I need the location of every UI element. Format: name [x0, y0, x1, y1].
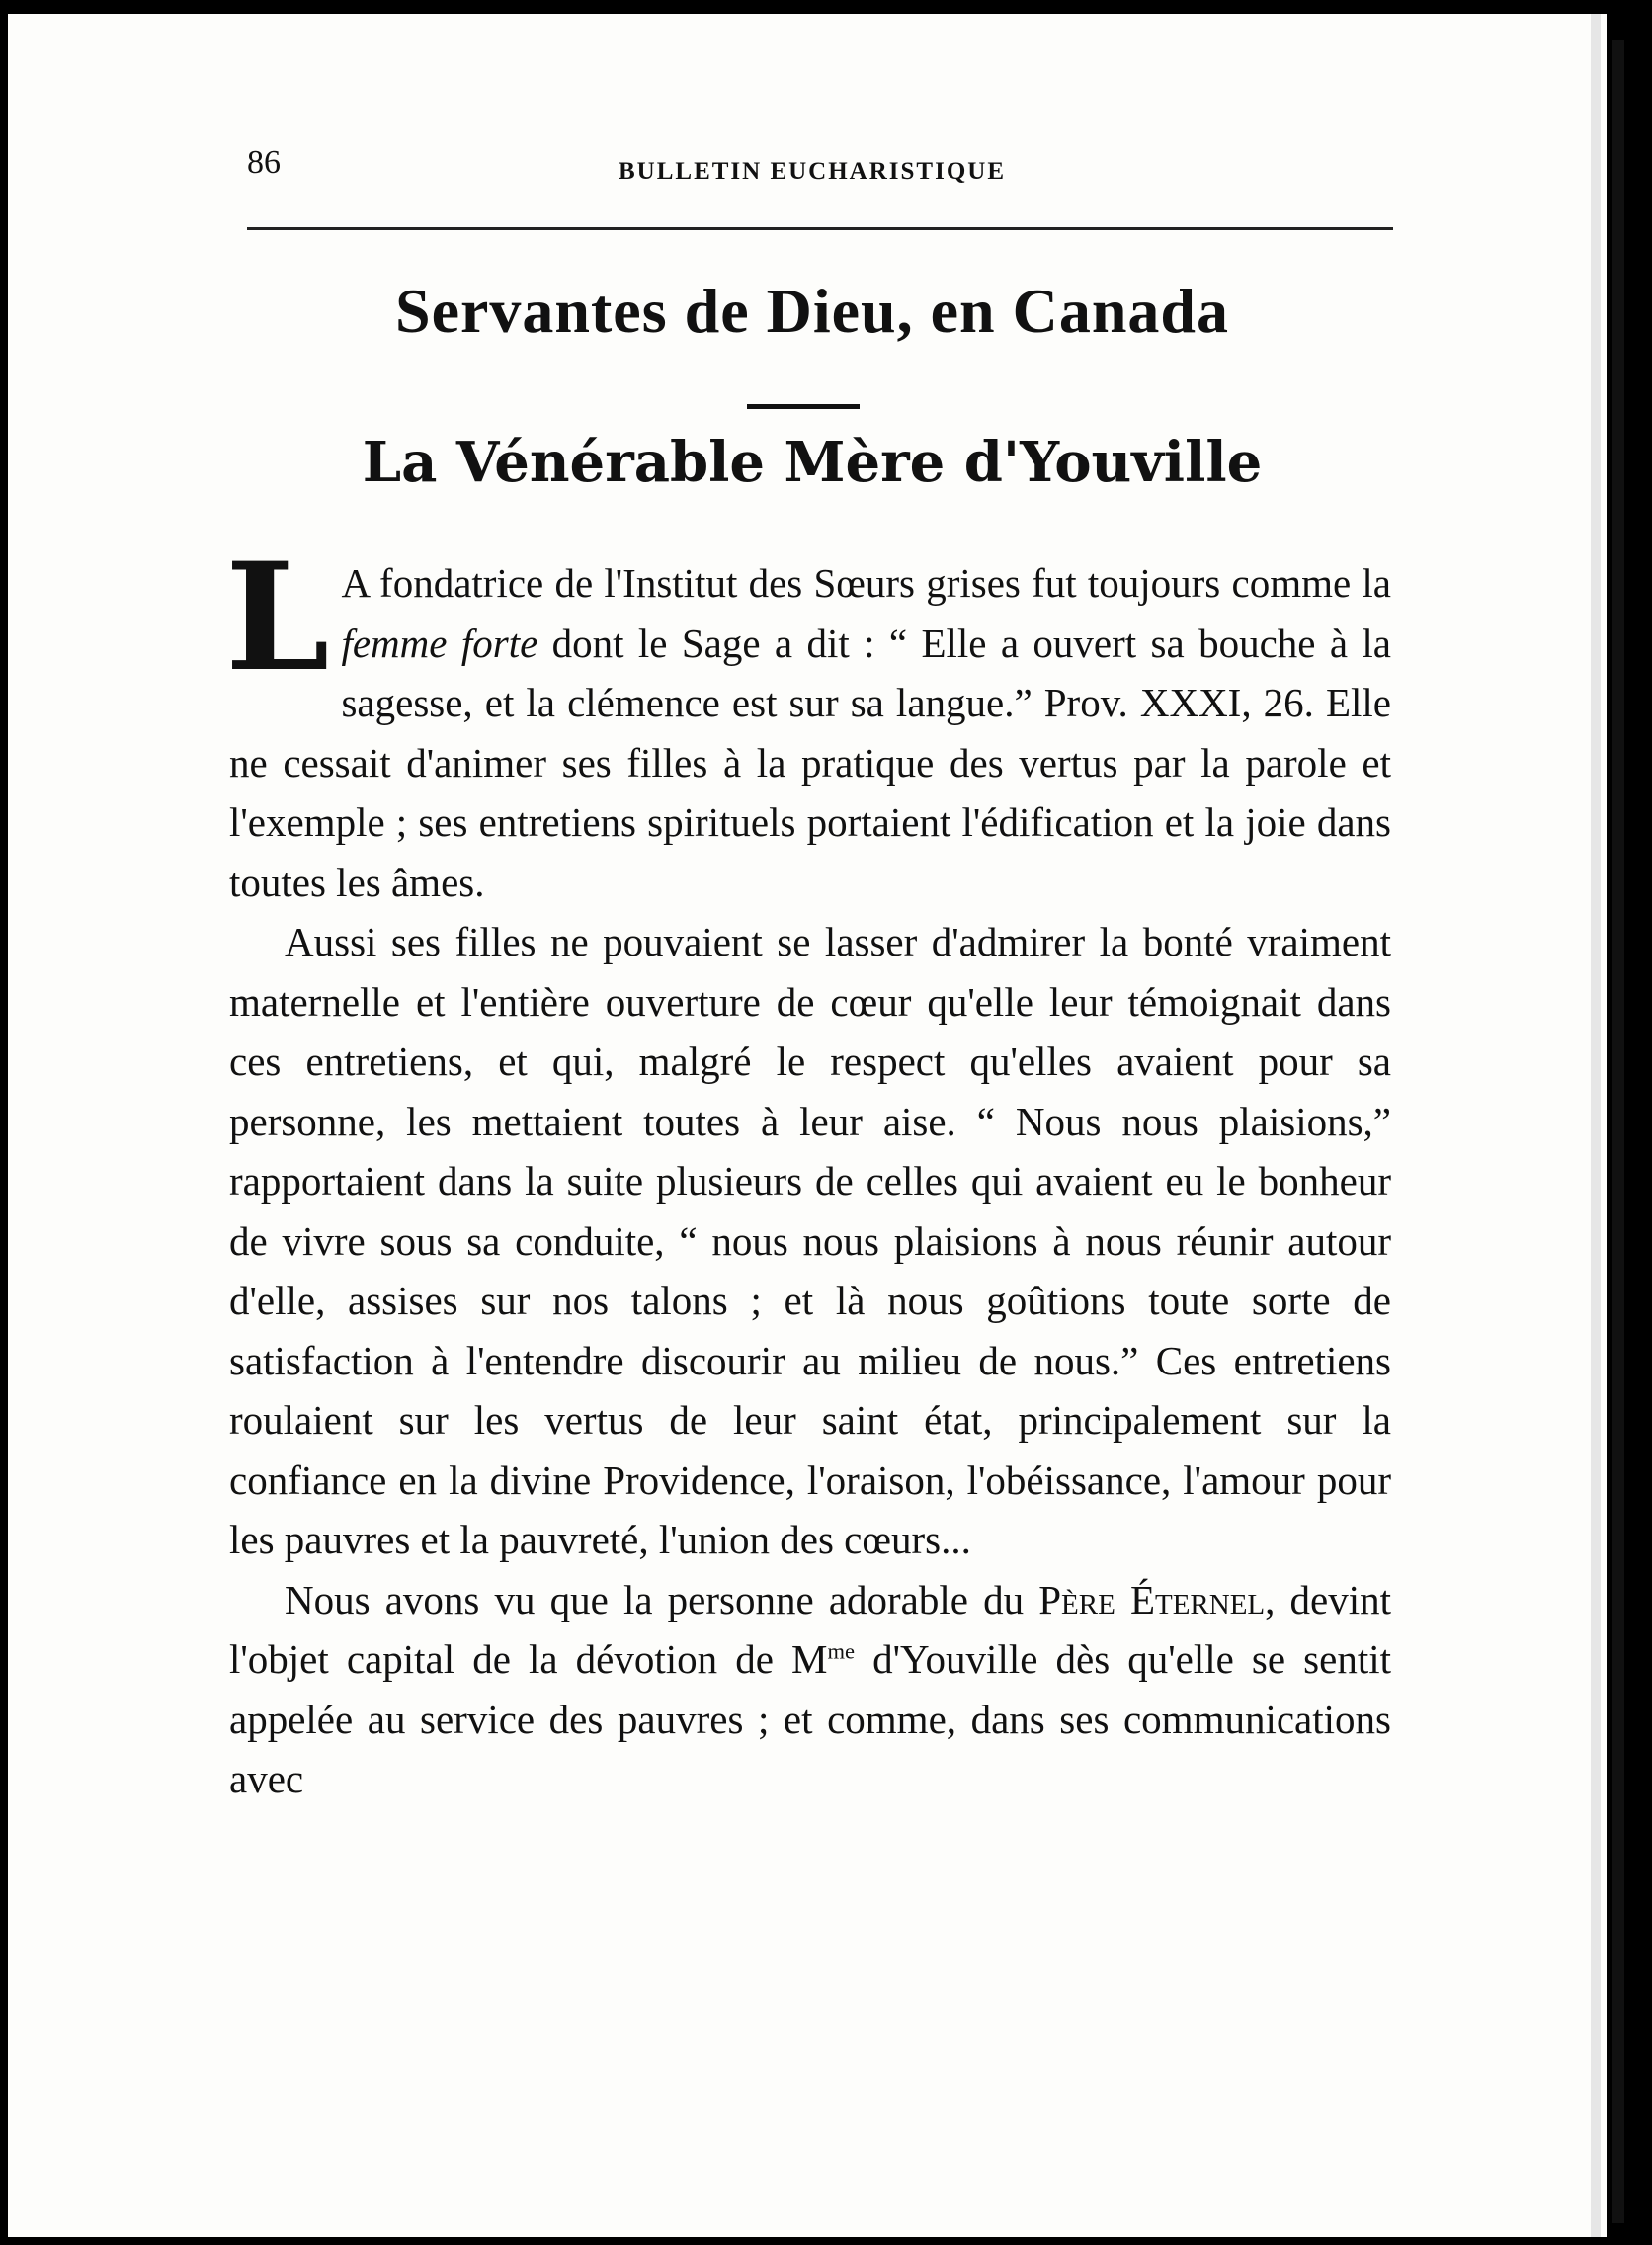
p1-text-a: A fondatrice de l'Institut des Sœurs grises fut toujours comme la	[341, 560, 1391, 606]
paragraph-1	[225, 531, 1391, 912]
binding-edge	[1612, 40, 1624, 2223]
paragraph-2: Aussi ses filles ne pouvaient se lasser d'admirer la bonté vraiment maternelle et l'entière ouverture de cœur qu'elle leur témoignait dans ces entretiens, et qui, malgré le respect qu'elles avaient pour sa personne, les mettaient toutes à leur aise. “ Nous nous plaisions,” rapportaient dans la suite plusieurs de celles qui avaient eu le bonheur de vivre sous sa conduite, “ nous nous plaisions à nous réunir autour d'elle, assises sur nos talons ; et là nous goûtions toute sorte de satisfaction à l'entendre discourir au milieu de nous.” Ces entretiens roulaient sur les vertus de leur saint état, principalement sur la confiance en la divine Providence, l'oraison, l'obéissance, l'amour pour les pauvres et la pauvreté, l'union des cœurs...	[229, 919, 1391, 1562]
drop-cap: L	[225, 531, 330, 705]
page-edge	[1591, 14, 1601, 2237]
header-rule	[247, 227, 1393, 230]
running-head: BULLETIN EUCHARISTIQUE	[618, 158, 1006, 185]
article-body	[225, 531, 1392, 1809]
article-subtitle: La Vénérable Mère d'Youville	[362, 430, 1263, 495]
p1-text-b: dont le Sage a dit : “ Elle a ouvert sa bouche à la sagesse, et la clémence est sur sa langue.” Prov. XXXI, 26. Elle ne cessait d'animer ses filles à la pratique des vertus par la parole et l'exemple ; ses entretiens spirituels portaient l'édification et la joie dans toutes les âmes.	[229, 620, 1391, 905]
p3-text-a: Nous avons vu que la personne adorable du	[285, 1576, 1039, 1622]
p3-text-b: , devint l'objet capital de la dévotion de M	[229, 1576, 1392, 1682]
p3-text-c: d'Youville dès qu'elle se sentit appelée au service des pauvres ; et comme, dans ses communications avec	[229, 1636, 1391, 1801]
page-number: 86	[247, 144, 281, 181]
article-title: Servantes de Dieu, en Canada	[394, 276, 1230, 346]
title-divider	[747, 404, 860, 409]
page-header	[229, 138, 1395, 198]
p1-italic: femme forte	[341, 620, 538, 666]
p3-smallcaps: Père Éternel	[1038, 1576, 1266, 1622]
paragraph-3	[229, 1570, 1391, 1809]
p3-superscript: me	[827, 1638, 856, 1664]
